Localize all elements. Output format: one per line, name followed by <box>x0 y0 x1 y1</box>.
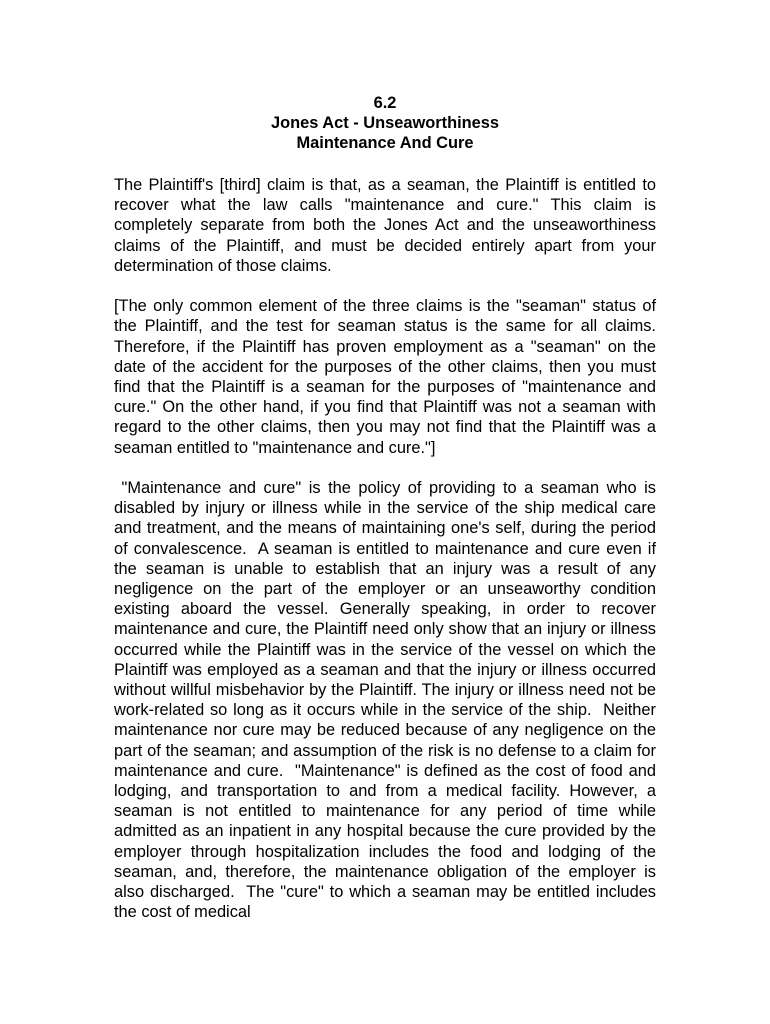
section-subtitle: Maintenance And Cure <box>296 134 474 153</box>
document-body <box>114 175 661 922</box>
paragraph-third-claim: The Plaintiff's [third] claim is that, as a seaman, the Plaintiff is entitled to recover what the law calls "maintenance and cure." This claim is completely separate from both the Jones Act and the unseaworthiness claims of the Plaintiff, and must be decided entirely apart from your determination of those claims. <box>114 176 661 275</box>
section-number: 6.2 <box>373 94 397 112</box>
section-title: Jones Act - Unseaworthiness <box>270 114 499 133</box>
paragraph-seaman-status: [The only common element of the three claims is the "seaman" status of the Plaintiff, and the test for seaman status is the same for all claims. Therefore, if the Plaintiff has proven employment as a "seaman" on the date of the accident for the purposes of the other claims, then you must find that the Plaintiff is a seaman for the purposes of "maintenance and cure." On the other hand, if you find that Plaintiff was not a seaman with regard to the other claims, then you may not find that the Plaintiff was a seaman entitled to "maintenance and cure."] <box>114 297 661 457</box>
paragraph-maintenance-and-cure: "Maintenance and cure" is the policy of providing to a seaman who is disabled by injury or illness while in the service of the ship medical care and treatment, and the means of maintaining one's self, during the period of convalescence. A seaman is entitled to maintenance and cure even if the seaman is unable to establish that an injury was a result of any negligence on the part of the employer or an unseaworthy condition existing aboard the vessel. Generally speaking, in order to recover maintenance and cure, the Plaintiff need only show that an injury or illness occurred while the Plaintiff was in the service of the vessel on which the Plaintiff was employed as a seaman and that the injury or illness occurred without willful misbehavior by the Plaintiff. The injury or illness need not be work-related so long as it occurs while in the service of the ship. Neither maintenance nor cure may be reduced because of any negligence on the part of the seaman; and assumption of the risk is no defense to a claim for maintenance and cure. "Maintenance" is defined as the cost of food and lodging, and transportation to and from a medical facility. However, a seaman is not entitled to maintenance for any period of time while admitted as an inpatient in any hospital because the cure provided by the employer through hospitalization includes the food and lodging of the seaman, and, therefore, the maintenance obligation of the employer is also discharged. The "cure" to which a seaman may be entitled includes the cost of medical <box>114 479 661 922</box>
document-heading <box>114 93 656 154</box>
